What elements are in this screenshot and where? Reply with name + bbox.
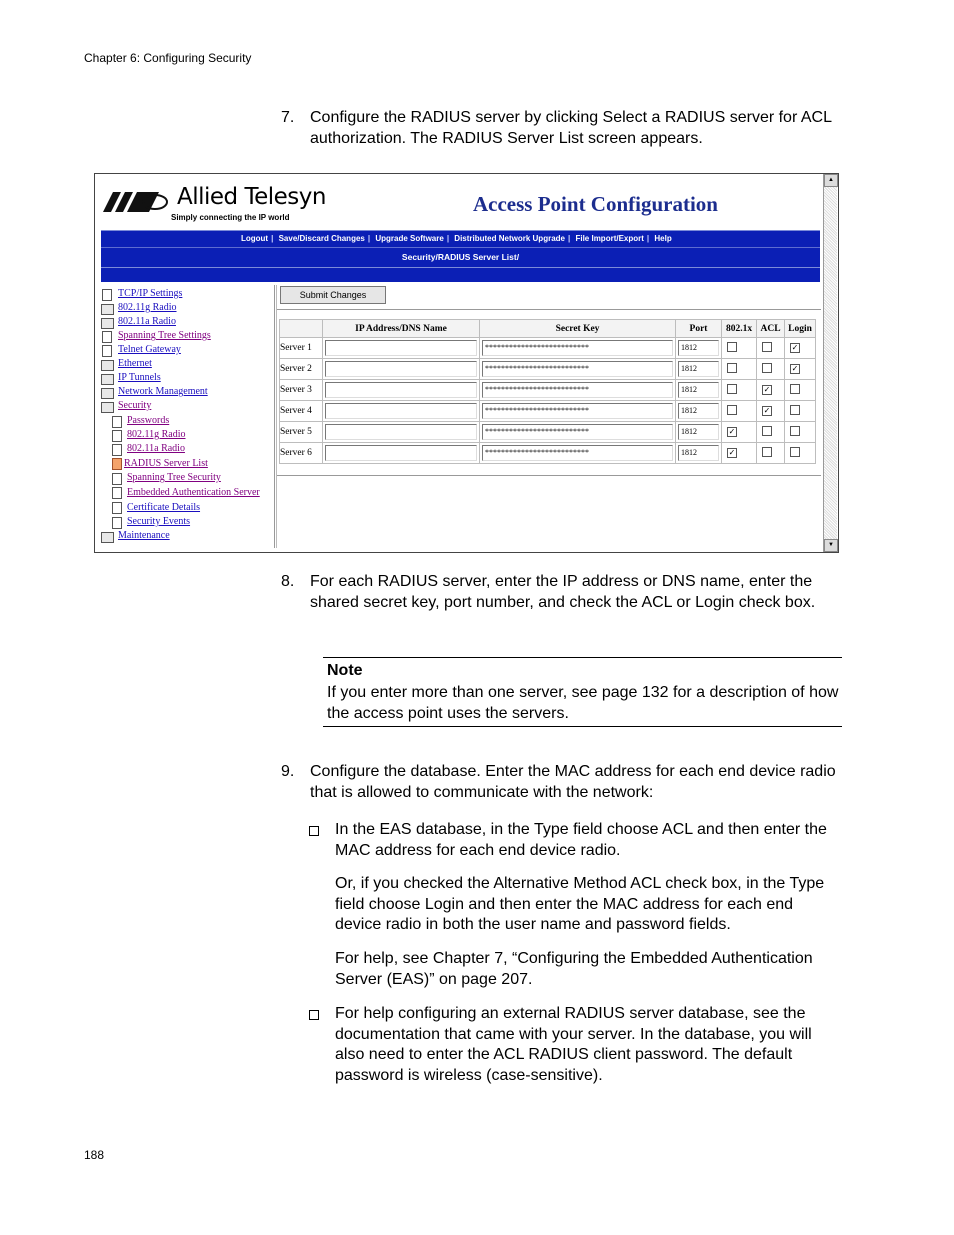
folder-icon [101,318,114,329]
open-folder-icon [101,402,114,413]
nav-logout[interactable]: Logout [241,234,269,243]
server-label: Server 4 [280,401,323,422]
step-text: For each RADIUS server, enter the IP address or DNS name, enter the shared secret key, port number, and check the ACL or Login check box. [310,573,816,611]
ip-address-input[interactable] [325,445,477,461]
sidebar-item-st-security[interactable]: Spanning Tree Security [127,472,221,483]
sidebar-item-tcpip[interactable]: TCP/IP Settings [118,288,183,299]
running-header: Chapter 6: Configuring Security [84,51,252,65]
top-nav-bar: Logout | Save/Discard Changes | Upgrade Software | Distributed Network Upgrade | File Import/Export | Help [101,230,820,247]
sidebar-item-security[interactable]: Security [118,400,152,411]
vertical-scrollbar[interactable] [823,174,837,552]
col-header-login: Login [785,320,816,338]
acl-checkbox[interactable] [762,447,772,457]
col-header-label [280,320,323,338]
sidebar-item-certificates[interactable]: Certificate Details [127,502,201,513]
radius-server-list-screenshot [94,173,839,553]
col-header-8021x: 802.1x [722,320,757,338]
scroll-down-icon[interactable]: ▼ [824,539,838,552]
bullet-text: In the EAS database, in the Type field choose ACL and then enter the MAC address for each end device radio. [335,821,827,859]
sidebar-item-ethernet[interactable]: Ethernet [118,358,152,369]
server-label: Server 2 [280,359,323,380]
login-checkbox[interactable] [790,447,800,457]
login-checkbox[interactable]: ✓ [791,364,799,373]
folder-icon [101,304,114,315]
acl-checkbox[interactable] [762,363,772,373]
ip-address-input[interactable] [325,361,477,377]
active-page-icon [112,458,122,470]
allied-telesyn-logo [103,186,333,226]
sidebar-item-11g[interactable]: 802.11g Radio [118,302,177,313]
login-checkbox[interactable] [790,405,800,415]
col-header-secret: Secret Key [480,320,676,338]
page-icon [112,487,122,499]
nav-file-import-export[interactable]: File Import/Export [575,234,644,243]
dot1x-checkbox[interactable] [727,342,737,352]
folder-icon [101,388,114,399]
sidebar-item-sec-11g[interactable]: 802.11g Radio [127,429,186,440]
server-label: Server 6 [280,443,323,464]
sidebar-item-ip-tunnels[interactable]: IP Tunnels [118,372,161,383]
allied-telesyn-logo-icon [103,192,171,212]
logo-tagline: Simply connecting the IP world [171,213,290,222]
page-icon [102,289,112,301]
step-number: 9. [281,763,295,780]
table-row [280,380,816,401]
port-input[interactable]: 1812 [678,382,719,398]
logo-name: Allied Telesyn [177,184,326,210]
page-icon [102,331,112,343]
dot1x-checkbox[interactable]: ✓ [728,448,736,457]
sidebar-item-eas[interactable]: Embedded Authentication Server [127,487,260,498]
sidebar-item-spanning-tree[interactable]: Spanning Tree Settings [118,330,211,341]
nav-upgrade-software[interactable]: Upgrade Software [375,234,444,243]
login-checkbox[interactable] [790,384,800,394]
paragraph: For help, see Chapter 7, “Configuring the Embedded Authentication Server (EAS)” on page 207. [335,950,813,988]
login-checkbox[interactable]: ✓ [791,343,799,352]
sidebar-item-radius-list[interactable]: RADIUS Server List [124,458,208,469]
folder-icon [101,360,114,371]
port-input[interactable]: 1812 [678,424,719,440]
secret-key-input[interactable]: ************************** [482,361,673,377]
main-panel [276,285,821,548]
sidebar-tree [98,285,275,548]
breadcrumb-bar [101,247,820,282]
table-row [280,443,816,464]
scroll-up-icon[interactable]: ▲ [824,174,838,187]
sidebar-item-security-events[interactable]: Security Events [127,516,191,527]
step-text: Configure the database. Enter the MAC address for each end device radio that is allowed to communicate with the network: [310,763,836,801]
note-box [323,657,842,727]
ip-address-input[interactable] [325,403,477,419]
bullet-text: For help configuring an external RADIUS server database, see the documentation that came with your server. In the database, you will also need to enter the ACL RADIUS client password. The default password is wireless (case-sensitive). [335,1005,812,1084]
checkbox-bullet-icon [309,825,319,839]
acl-checkbox[interactable] [762,426,772,436]
step-number: 8. [281,573,295,590]
table-row [280,422,816,443]
sidebar-item-maintenance[interactable]: Maintenance [118,530,170,541]
server-label: Server 1 [280,338,323,359]
breadcrumb: Security/RADIUS Server List/ [401,252,520,262]
secret-key-input[interactable]: ************************** [482,382,673,398]
step-text: Configure the RADIUS server by clicking Select a RADIUS server for ACL authorization. The RADIUS Server List screen appears. [310,109,832,147]
ip-address-input[interactable] [325,424,477,440]
paragraph: Or, if you checked the Alternative Method ACL check box, in the Type field choose Login and then enter the MAC address for each end device radio in both the user name and password fields. [335,875,825,933]
dot1x-checkbox[interactable] [727,405,737,415]
sidebar-item-11a[interactable]: 802.11a Radio [118,316,176,327]
page-icon [112,430,122,442]
note-body: If you enter more than one server, see page 132 for a description of how the access point uses the servers. [327,684,839,722]
page-icon [112,517,122,529]
page-icon [112,444,122,456]
ip-address-input[interactable] [325,382,477,398]
radius-server-table [279,319,816,464]
col-header-ip: IP Address/DNS Name [323,320,480,338]
submit-changes-button[interactable]: Submit Changes [280,286,386,304]
sidebar-item-sec-11a[interactable]: 802.11a Radio [127,443,185,454]
server-label: Server 3 [280,380,323,401]
table-row [280,338,816,359]
dot1x-checkbox[interactable] [727,384,737,394]
ip-address-input[interactable] [325,340,477,356]
sidebar-item-network-mgmt[interactable]: Network Management [118,386,208,397]
acl-checkbox[interactable]: ✓ [763,385,771,394]
page-icon [112,502,122,514]
secret-key-input[interactable]: ************************** [482,445,673,461]
port-input[interactable]: 1812 [678,340,719,356]
page-icon [102,345,112,357]
col-header-port: Port [676,320,722,338]
step-number: 7. [281,109,295,126]
dot1x-checkbox[interactable] [727,363,737,373]
checkbox-bullet-icon [309,1009,319,1023]
folder-icon [101,532,114,543]
secret-key-input[interactable]: ************************** [482,424,673,440]
acl-checkbox[interactable]: ✓ [763,406,771,415]
port-input[interactable]: 1812 [678,403,719,419]
note-heading: Note [327,662,363,679]
nav-help[interactable]: Help [654,234,672,243]
port-input[interactable]: 1812 [678,445,719,461]
col-header-acl: ACL [757,320,785,338]
nav-save-discard[interactable]: Save/Discard Changes [278,234,365,243]
secret-key-input[interactable]: ************************** [482,340,673,356]
acl-checkbox[interactable] [762,342,772,352]
page-number: 188 [84,1148,105,1162]
page-icon [112,473,122,485]
login-checkbox[interactable] [790,426,800,436]
nav-distributed-upgrade[interactable]: Distributed Network Upgrade [454,234,565,243]
port-input[interactable]: 1812 [678,361,719,377]
sidebar-item-passwords[interactable]: Passwords [127,415,170,426]
server-label: Server 5 [280,422,323,443]
table-row [280,401,816,422]
table-row [280,359,816,380]
folder-icon [101,374,114,385]
app-title: Access Point Configuration [473,192,718,216]
sidebar-item-telnet[interactable]: Telnet Gateway [118,344,181,355]
page-icon [112,416,122,428]
secret-key-input[interactable]: ************************** [482,403,673,419]
dot1x-checkbox[interactable]: ✓ [728,427,736,436]
